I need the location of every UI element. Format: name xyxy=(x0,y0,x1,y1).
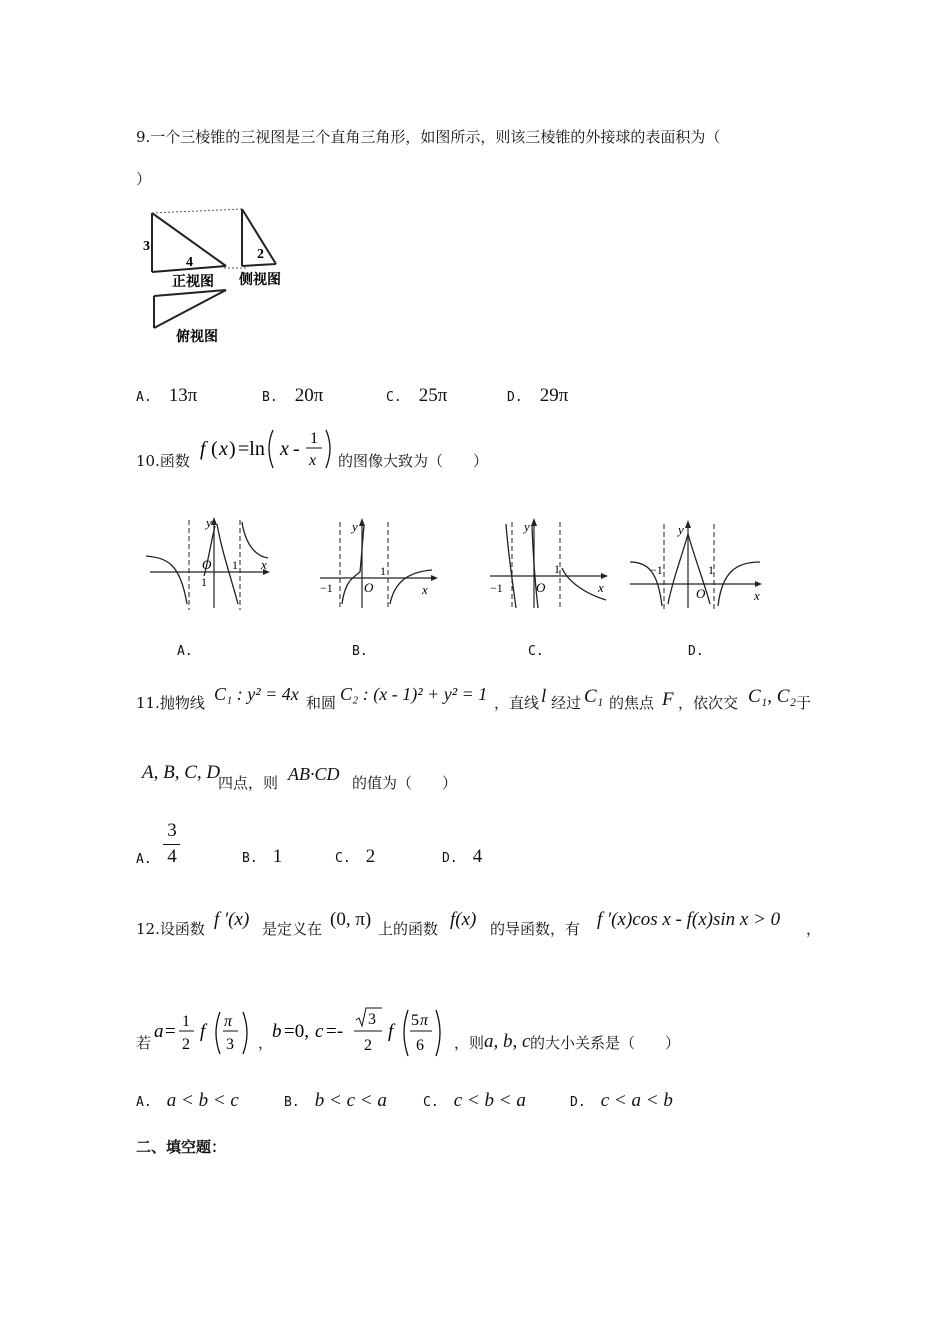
q11-focus: 的焦点 xyxy=(609,694,655,712)
q11-option-d[interactable]: D. 4 xyxy=(442,846,483,867)
q12-option-a[interactable]: A. a < b < c xyxy=(136,1090,239,1111)
svg-text:O: O xyxy=(536,580,546,595)
q10-option-b-label[interactable]: B. xyxy=(352,644,368,659)
svg-text:5: 5 xyxy=(411,1012,419,1029)
fig-label-2: 2 xyxy=(257,247,264,262)
q11-option-a-numerator: 3 xyxy=(167,820,177,841)
q11-fraction-bar xyxy=(163,844,180,845)
q10-option-c-label[interactable]: C. xyxy=(528,644,544,659)
q12-if: 若 xyxy=(136,1034,152,1052)
svg-text:−1: −1 xyxy=(650,563,663,577)
q9-option-b[interactable]: B. 20π xyxy=(262,385,324,406)
q11-four: 四点，则 xyxy=(218,774,279,792)
q11-circle: C₂ : (x - 1)² + y² = 1 xyxy=(340,684,488,704)
svg-text:−1: −1 xyxy=(490,581,503,595)
svg-text:=-: =- xyxy=(326,1021,344,1042)
q12-comma: ， xyxy=(806,920,822,938)
svg-text:-: - xyxy=(293,438,300,460)
q12-deriv: 的导函数，有 xyxy=(490,920,581,938)
svg-text:x: x xyxy=(261,557,267,572)
svg-text:f: f xyxy=(200,1021,206,1042)
q12-on: 上的函数 xyxy=(378,920,439,938)
fig-label-3: 3 xyxy=(143,239,150,254)
q10-option-d-label[interactable]: D. xyxy=(688,644,704,659)
q12-fx: f(x) xyxy=(450,909,477,930)
q12-then: ，则 xyxy=(454,1034,485,1052)
q11-option-c[interactable]: C. 2 xyxy=(335,846,376,867)
svg-text:c: c xyxy=(315,1021,324,1042)
q12-option-b[interactable]: B. b < c < a xyxy=(284,1090,387,1111)
q9-option-c[interactable]: C. 25π xyxy=(386,385,448,406)
q12-comma2: ， xyxy=(258,1034,274,1052)
q10-number: 10.函数 xyxy=(136,452,190,470)
q11-mid: ，直线 xyxy=(494,694,540,712)
q11-parabola: C₁ : y² = 4x xyxy=(214,684,299,704)
q9-option-a[interactable]: A. 13π xyxy=(136,385,198,406)
svg-text:1: 1 xyxy=(380,564,386,578)
svg-text:(: ( xyxy=(211,438,218,460)
svg-text:1: 1 xyxy=(708,563,714,577)
svg-text:=: = xyxy=(165,1021,176,1042)
q9-option-d[interactable]: D. 29π xyxy=(507,385,569,406)
svg-text:f: f xyxy=(388,1021,394,1042)
svg-text:1: 1 xyxy=(310,430,318,447)
front-view-label: 正视图 xyxy=(172,275,214,290)
svg-text:1: 1 xyxy=(232,558,238,572)
q10-graph-a[interactable] xyxy=(144,512,272,612)
q11-product: AB·CD xyxy=(288,764,340,784)
svg-text:x: x xyxy=(280,438,289,460)
q11-and: 和圆 xyxy=(306,694,337,712)
svg-text:1: 1 xyxy=(554,562,560,576)
side-view-label: 侧视图 xyxy=(239,273,281,288)
q11-line-l: l xyxy=(541,686,547,707)
q11-option-b[interactable]: B. 1 xyxy=(242,846,283,867)
q12-tail: 的大小关系是（ ） xyxy=(530,1034,681,1052)
svg-text:f: f xyxy=(200,438,206,460)
q11-through: 经过 xyxy=(551,694,582,712)
q12-fprime: f ′(x) xyxy=(214,909,250,930)
q10-formula xyxy=(198,424,336,472)
q9-close-paren: ） xyxy=(136,170,152,188)
svg-text:6: 6 xyxy=(416,1037,424,1054)
q11-cross: ，依次交 xyxy=(678,694,739,712)
q11-F: F xyxy=(662,689,674,710)
svg-text:a: a xyxy=(154,1021,164,1042)
q11-option-a-denominator: 4 xyxy=(167,846,177,867)
q12-option-d[interactable]: D. c < a < b xyxy=(570,1090,673,1111)
q10-option-a-label[interactable]: A. xyxy=(177,644,193,659)
q10-tail: 的图像大致为（ ） xyxy=(338,452,489,470)
q11-c1-c2: C₁, C₂ xyxy=(748,686,797,707)
svg-text:x: x xyxy=(219,438,228,460)
q11-points: A, B, C, D xyxy=(142,762,221,783)
svg-text:O: O xyxy=(202,557,212,572)
fig-label-4: 4 xyxy=(186,255,193,270)
svg-text:=0,: =0, xyxy=(284,1021,309,1042)
svg-text:=ln: =ln xyxy=(238,438,265,460)
q12-a-definition xyxy=(152,1006,262,1060)
svg-text:−1: −1 xyxy=(320,581,333,595)
svg-text:b: b xyxy=(272,1021,282,1042)
q11-yu: 于 xyxy=(796,694,812,712)
q11-c1: C₁ xyxy=(584,686,604,707)
q10-graph-b[interactable] xyxy=(314,512,442,612)
q10-graph-d[interactable] xyxy=(628,512,768,612)
q12-number: 12.设函数 xyxy=(136,920,205,938)
svg-text:y: y xyxy=(352,519,358,534)
q12-def: 是定义在 xyxy=(262,920,323,938)
q11-option-a[interactable]: A. xyxy=(136,852,152,867)
section-heading-fill-in: 二、填空题： xyxy=(136,1138,227,1156)
svg-text:π: π xyxy=(224,1013,233,1030)
svg-text:2: 2 xyxy=(182,1036,190,1053)
q11-tail: 的值为（ ） xyxy=(352,774,458,792)
svg-text:O: O xyxy=(364,580,374,595)
svg-text:x: x xyxy=(754,588,760,603)
q11-number: 11.抛物线 xyxy=(136,694,205,712)
svg-text:O: O xyxy=(696,586,706,601)
q12-interval: (0, π) xyxy=(330,909,372,930)
top-view-label: 俯视图 xyxy=(176,330,218,345)
q12-bc-definition xyxy=(270,1004,456,1062)
svg-text:): ) xyxy=(229,438,236,460)
svg-text:x: x xyxy=(422,582,428,597)
svg-text:y: y xyxy=(678,522,684,537)
svg-text:x: x xyxy=(598,580,604,595)
svg-text:π: π xyxy=(420,1012,429,1029)
q9-three-view-figure xyxy=(136,200,296,350)
svg-text:1: 1 xyxy=(182,1013,190,1030)
svg-text:3: 3 xyxy=(226,1036,234,1053)
q12-abc: a, b, c xyxy=(484,1031,531,1052)
svg-text:2: 2 xyxy=(364,1037,372,1054)
svg-text:1: 1 xyxy=(201,575,207,589)
q12-option-c[interactable]: C. c < b < a xyxy=(423,1090,526,1111)
svg-text:y: y xyxy=(206,515,212,530)
svg-text:y: y xyxy=(524,519,530,534)
q12-inequality: f ′(x)cos x - f(x)sin x > 0 xyxy=(597,909,781,930)
svg-text:3: 3 xyxy=(368,1011,376,1028)
q9-stem: 9.一个三棱锥的三视图是三个直角三角形，如图所示，则该三棱锥的外接球的表面积为（ xyxy=(136,128,721,146)
svg-text:x: x xyxy=(309,452,317,469)
q10-graph-c[interactable] xyxy=(486,512,614,612)
